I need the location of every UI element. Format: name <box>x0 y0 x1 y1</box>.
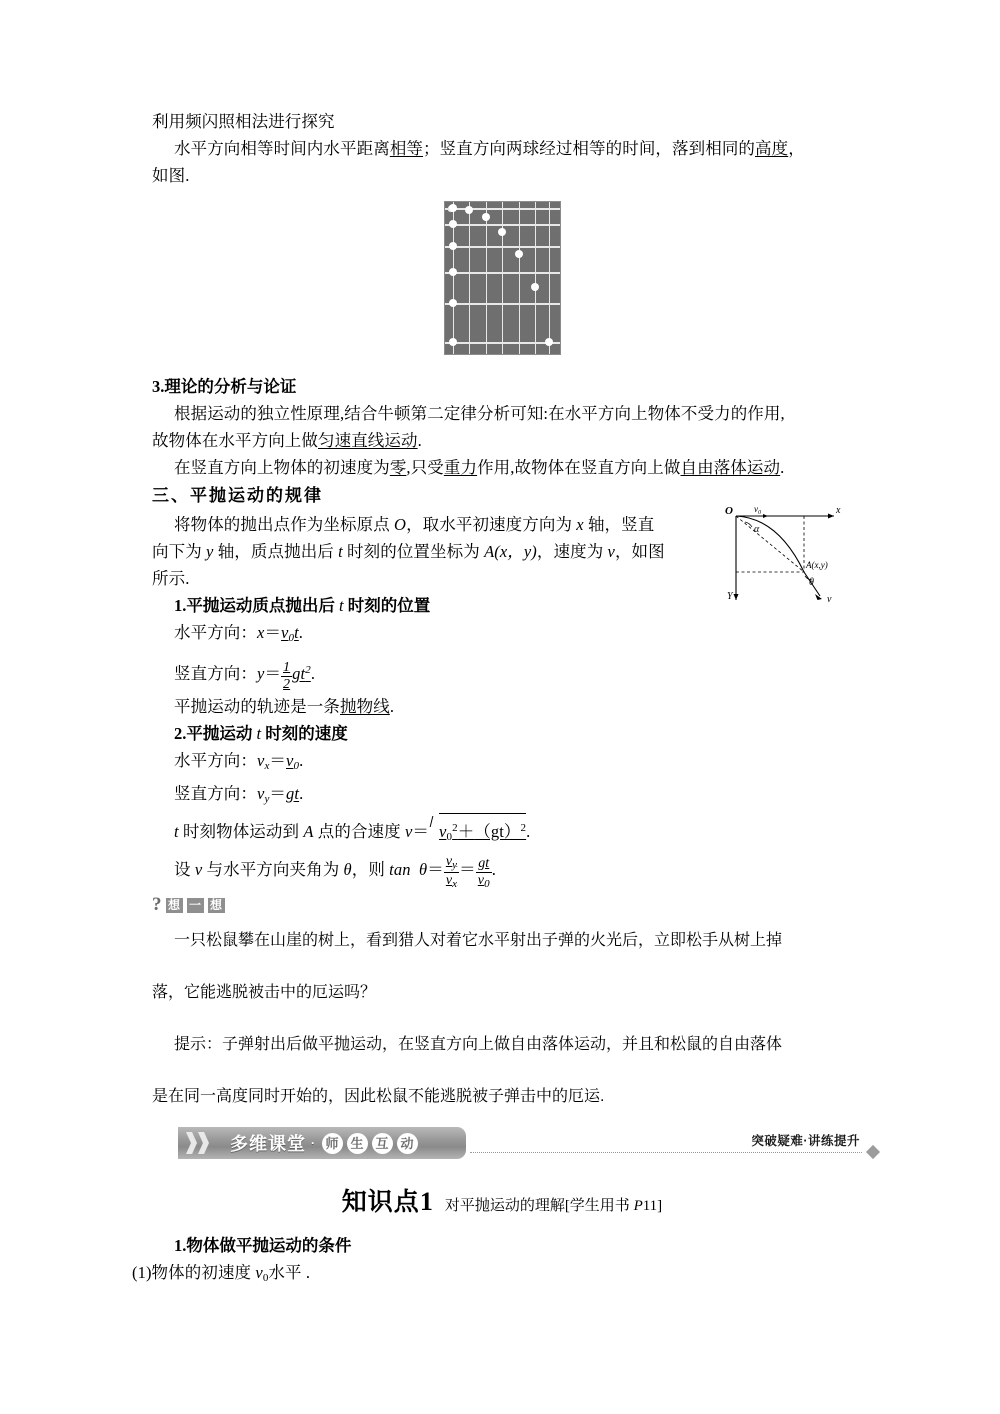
symbol-P: P <box>633 1198 643 1214</box>
velocity-heading <box>152 720 852 747</box>
subscript-0: 0 <box>446 830 453 843</box>
theory-p1-line2 <box>152 427 852 454</box>
symbol-g: g <box>292 664 301 683</box>
equals: ＝ <box>427 859 444 879</box>
kp-subtitle-a: 对平抛运动的理解[学生用书 <box>444 1198 634 1214</box>
point-A-label: A(x,y) <box>806 560 828 570</box>
subscript-y: y <box>264 792 270 805</box>
theory-p2a: 在竖直方向上物体的初速度为 <box>174 458 390 477</box>
conditions-block <box>132 1232 852 1292</box>
symbol-v: v <box>257 783 265 803</box>
conditions-heading: 1.物体做平抛运动的条件 <box>174 1236 352 1255</box>
symbol-theta: θ <box>343 859 352 879</box>
symbol-t: t <box>294 623 299 642</box>
symbol-v: v <box>439 821 447 841</box>
blank-ling: 零 <box>389 458 407 477</box>
blank-zhongli: 重力 <box>443 458 478 477</box>
freefall-dot <box>449 338 457 346</box>
double-chevron-icon <box>178 1127 230 1159</box>
blank-paowuxian: 抛物线 <box>340 696 390 716</box>
position-heading-b: 时刻的位置 <box>343 596 431 615</box>
angle-c: ，则 <box>351 859 390 879</box>
theory-p2b: ,只受 <box>406 458 444 477</box>
equals: ＝ <box>269 783 287 803</box>
period: . <box>299 750 304 770</box>
strobe-hline <box>445 246 560 248</box>
law-intro-3: 所示. <box>152 569 190 588</box>
blank-gaodu: 高度 <box>755 139 789 158</box>
blank-xiangdeng: 相等 <box>389 139 424 158</box>
banner-circled-char: 互 <box>372 1133 393 1154</box>
law-intro-1c: 轴，竖直 <box>583 515 655 534</box>
term-gt: （gt） <box>474 821 521 841</box>
v0-arrow-head <box>763 514 768 518</box>
banner-separator: · <box>311 1136 316 1150</box>
period: . <box>301 1263 311 1282</box>
exponent-2: 2 <box>305 664 311 676</box>
think-char-box: 想 <box>166 898 183 913</box>
kp-subtitle-b: 11] <box>642 1198 663 1214</box>
resultant-c: 点的合速度 <box>313 821 405 841</box>
fraction-vy-vx <box>444 854 459 890</box>
fraction-one-half <box>281 660 292 692</box>
projectile-dot <box>531 283 539 291</box>
label-horizontal: 水平方向： <box>174 623 257 642</box>
velocity-horizontal <box>152 747 852 780</box>
think-char-box: 一 <box>187 898 204 913</box>
banner-circled-char: 动 <box>397 1133 418 1154</box>
symbol-x: x <box>257 623 265 642</box>
trajectory-curve <box>736 516 820 596</box>
subscript-x: x <box>264 759 270 772</box>
conditions-item-1 <box>132 1259 852 1292</box>
freefall-dot <box>449 242 457 250</box>
symbol-t: t <box>338 542 343 561</box>
think-hint-line1: 提示：子弹射出后做平抛运动，在竖直方向上做自由落体运动，并且和松鼠的自由落体 <box>174 1035 783 1053</box>
chord-dashed <box>736 516 804 572</box>
theory-p1a: 根据运动的独立性原理,结合牛顿第二定律分析可知:在水平方向上物体不受力的作用, <box>174 404 785 423</box>
freefall-dot <box>449 204 457 212</box>
origin-label: O <box>725 505 733 517</box>
label-vertical: 竖直方向： <box>174 664 257 683</box>
think-question-line1: 一只松鼠攀在山崖的树上，看到猎人对着它水平射出子弹的火光后，立即松手从树上掉 <box>174 931 783 949</box>
page-content <box>152 108 852 1123</box>
law-intro-2d: ，速度为 <box>536 542 608 561</box>
projectile-dot <box>465 206 473 214</box>
theory-p2 <box>152 454 852 481</box>
symbol-v: v <box>445 854 453 870</box>
symbol-v: v <box>194 859 203 879</box>
symbol-v: v <box>477 872 485 888</box>
answer-shuiping: 水平 <box>268 1263 302 1282</box>
y-axis-arrow <box>734 594 739 600</box>
symbol-v: v <box>257 750 265 770</box>
strobe-hline <box>445 272 560 274</box>
intro-line-2b: ；竖直方向两球经过相等的时间，落到相同的 <box>423 139 756 158</box>
blank-ziyou-luoti: 自由落体运动 <box>680 458 781 477</box>
period: . <box>298 623 304 642</box>
law-intro-2e: ，如图 <box>614 542 665 561</box>
projectile-dot <box>515 250 523 258</box>
fraction-numerator: gt <box>478 856 490 871</box>
freefall-dot <box>449 299 457 307</box>
banner-diamond-icon <box>866 1145 880 1159</box>
position-horizontal <box>152 619 852 652</box>
subscript-y: y <box>452 859 458 872</box>
period: . <box>526 821 531 841</box>
subscript-0: 0 <box>262 1272 269 1284</box>
fraction-denominator: 2 <box>283 677 291 692</box>
law-section-heading: 三、平抛运动的规律 <box>152 486 323 505</box>
symbol-A: A <box>303 821 314 841</box>
x-label: x <box>836 505 841 516</box>
symbol-v: v <box>255 1263 263 1282</box>
freefall-dot <box>449 220 457 228</box>
velocity-heading-b: 时刻的速度 <box>261 723 348 743</box>
v0-label: $v_0$ <box>754 504 761 516</box>
symbol-x: x <box>576 515 584 534</box>
intro-line-2 <box>152 135 852 162</box>
projectile-dot <box>498 228 506 236</box>
symbol-v: v <box>607 542 615 561</box>
projectile-svg <box>716 498 848 610</box>
fraction-numerator: 1 <box>283 660 291 676</box>
equals: ＝ <box>264 623 282 642</box>
intro-line-1 <box>152 108 852 135</box>
theory-p1c: . <box>417 431 422 450</box>
x-axis-arrow <box>828 514 834 519</box>
banner-main-label: 多维课堂 <box>230 1134 306 1154</box>
symbol-y: y <box>206 542 214 561</box>
v-label: v <box>827 594 832 605</box>
intro-line-2a: 水平方向相等时间内水平距离 <box>174 139 390 158</box>
question-mark-icon: ? <box>152 893 162 915</box>
equals: ＝ <box>459 859 476 879</box>
strobe-hline <box>445 342 560 344</box>
section-banner-row <box>178 1125 878 1171</box>
symbol-v: v <box>286 750 294 770</box>
trajectory-line <box>152 693 852 720</box>
freefall-dot <box>449 268 457 276</box>
sqrt-radicand <box>439 813 526 851</box>
velocity-vertical <box>152 780 852 813</box>
theory-p1b: 故物体在水平方向上做 <box>152 431 318 450</box>
blank-yunsu-zhixian: 匀速直线运动 <box>318 431 418 450</box>
symbol-t: t <box>256 723 262 743</box>
angle-b: 与水平方向夹角为 <box>202 859 344 879</box>
banner-text <box>230 1130 419 1156</box>
symbol-t: t <box>174 821 179 841</box>
symbol-theta: θ <box>419 859 428 879</box>
fraction-gt-v0 <box>476 856 492 890</box>
law-intro-1a: 将物体的抛出点作为坐标原点 <box>174 515 395 534</box>
banner-right-label: 突破疑难·讲练提升 <box>751 1134 860 1148</box>
equals: ＝ <box>412 821 430 841</box>
answer-v0t <box>281 623 299 642</box>
projectile-dot <box>482 213 490 221</box>
plus: ＋ <box>457 821 475 841</box>
symbol-y: y <box>257 664 265 683</box>
alpha-label: α <box>754 524 760 535</box>
conditions-item1-a: (1)物体的初速度 <box>132 1263 256 1282</box>
theory-p2c: 作用,故物体在竖直方向上做 <box>477 458 681 477</box>
resultant-b: 时刻物体运动到 <box>178 821 304 841</box>
section-banner <box>178 1127 466 1159</box>
label-horizontal: 水平方向： <box>174 750 257 770</box>
answer-gt2 <box>292 664 311 683</box>
subscript-0: 0 <box>288 632 295 644</box>
think-question-line2: 落，它能逃脱被击中的厄运吗？ <box>152 983 377 1001</box>
spacer <box>152 355 852 373</box>
theory-p2d: . <box>780 458 785 477</box>
exponent-2: 2 <box>520 821 527 834</box>
subscript-x: x <box>452 877 458 890</box>
strobe-figure-container <box>152 201 852 355</box>
strobe-hline <box>445 208 560 210</box>
equals: ＝ <box>264 664 282 683</box>
symbol-v: v <box>445 872 453 888</box>
symbol-v: v <box>404 821 413 841</box>
sqrt-expression <box>429 813 526 851</box>
knowledge-point-number: 1 <box>419 1187 433 1216</box>
angle-a: 设 <box>174 859 195 879</box>
banner-circled-char: 生 <box>347 1133 368 1154</box>
think-hint-line2: 是在同一高度同时开始的，因此松鼠不能逃脱被子弹击中的厄运. <box>152 1087 605 1105</box>
fraction-numerator <box>444 854 459 871</box>
fraction-denominator <box>476 872 492 890</box>
strobe-photo <box>444 201 561 355</box>
intro-line-1-text: 利用频闪照相法进行探究 <box>152 112 335 131</box>
knowledge-point-title: 知识点 <box>341 1188 420 1216</box>
theta-label: θ <box>809 577 814 588</box>
symbol-O: O <box>394 515 407 534</box>
answer-v0 <box>286 751 299 770</box>
angle-line <box>152 851 852 890</box>
position-heading-a: 1.平抛运动质点抛出后 <box>174 596 339 615</box>
subscript-0: 0 <box>293 759 300 772</box>
answer-gt: gt <box>286 783 300 803</box>
projectile-motion-figure <box>716 498 848 610</box>
equals: ＝ <box>269 750 287 770</box>
y-label: Y <box>727 591 733 602</box>
trajectory-a: 平抛运动的轨迹是一条 <box>174 696 340 716</box>
projectile-dot <box>545 338 553 346</box>
symbol-t: t <box>339 596 344 615</box>
theory-heading: 3.理论的分析与论证 <box>152 377 297 396</box>
strobe-hline <box>445 224 560 226</box>
velocity-heading-a: 2.平抛运动 <box>174 723 257 743</box>
symbol-v: v <box>281 623 289 642</box>
period: . <box>310 664 316 683</box>
symbol-t: t <box>300 664 306 683</box>
resultant-velocity-line <box>152 813 852 851</box>
exponent-2: 2 <box>452 821 458 834</box>
period: . <box>389 696 395 716</box>
intro-line-2c: ， <box>788 139 805 158</box>
function-tan: tan <box>389 859 411 879</box>
velocity-arrow-head <box>815 594 822 600</box>
symbol-A-coords: A(x，y) <box>484 542 537 561</box>
law-intro-2c: 时刻的位置坐标为 <box>342 542 485 561</box>
period: . <box>299 783 304 803</box>
law-intro-2a: 向下为 <box>152 542 207 561</box>
banner-circled-char: 师 <box>322 1133 343 1154</box>
period: . <box>491 859 496 879</box>
intro-line-3 <box>152 162 852 189</box>
law-intro-1b: ，取水平初速度方向为 <box>406 515 577 534</box>
fraction-denominator <box>444 872 459 890</box>
law-intro-2b: 轴，质点抛出后 <box>213 542 339 561</box>
think-badge <box>152 893 852 915</box>
subscript-0: 0 <box>484 877 490 890</box>
position-vertical <box>152 652 852 693</box>
knowledge-point-header <box>152 1182 852 1218</box>
label-vertical: 竖直方向： <box>174 783 257 803</box>
think-char-box: 想 <box>208 898 225 913</box>
banner-dotted-line <box>470 1152 862 1153</box>
strobe-hline <box>445 303 560 305</box>
theory-p1-line1 <box>152 400 852 427</box>
intro-line-3-text: 如图. <box>152 166 190 185</box>
knowledge-point-subtitle <box>445 1194 662 1215</box>
